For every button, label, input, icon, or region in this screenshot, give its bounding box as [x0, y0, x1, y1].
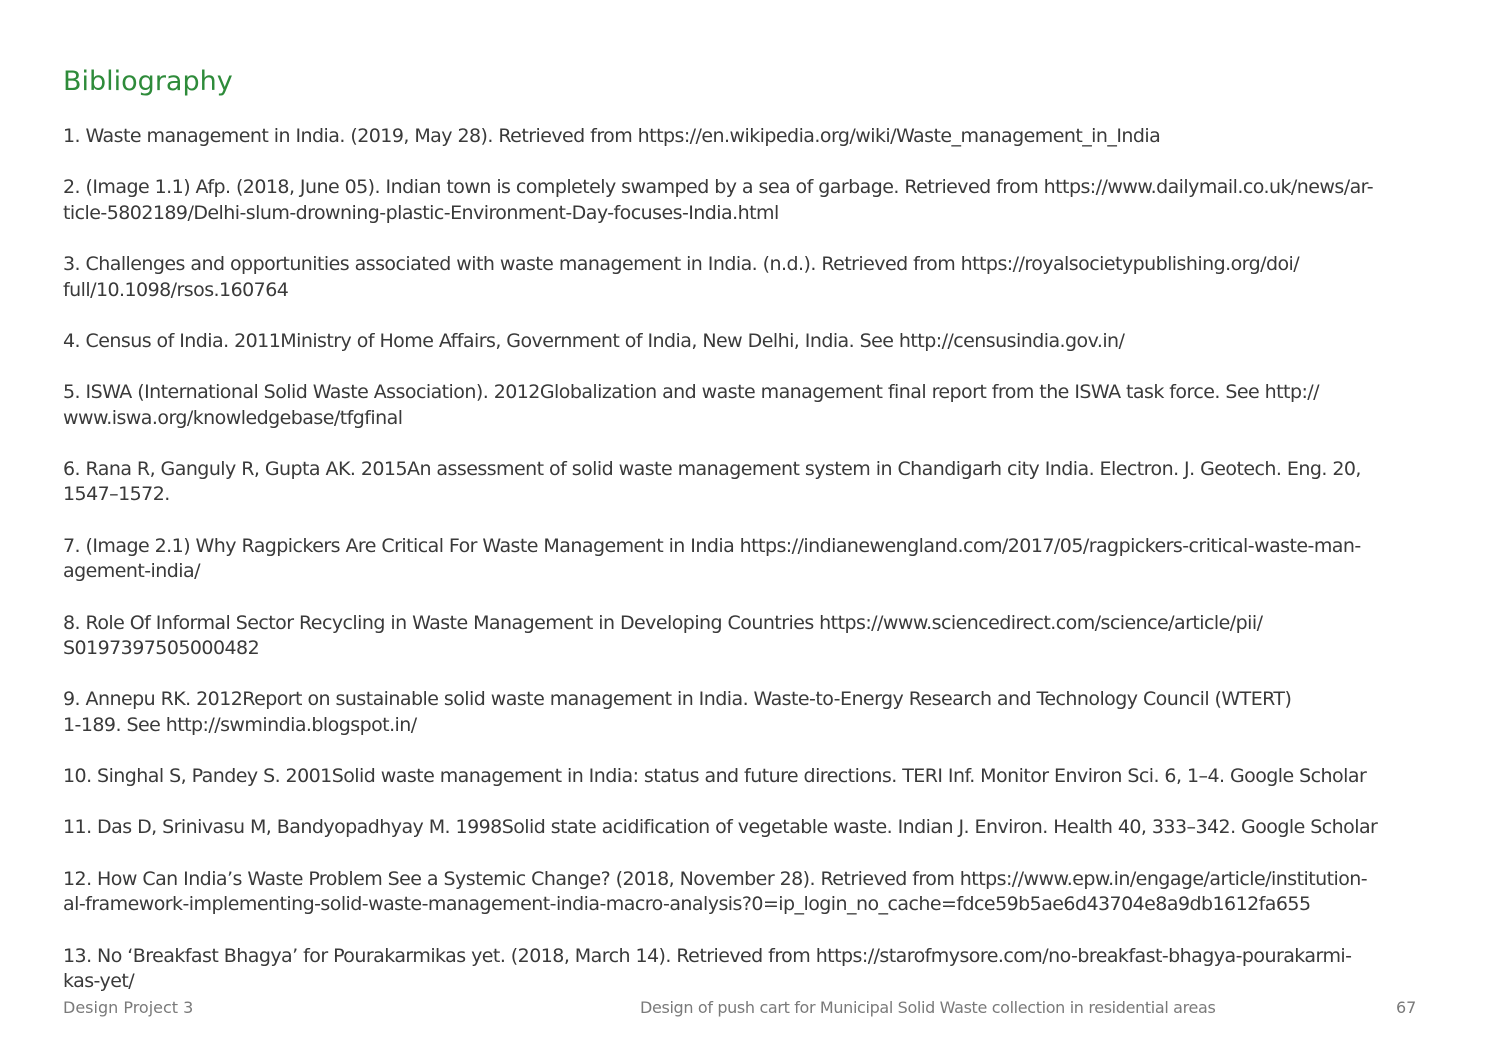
page-number: 67 [1396, 998, 1417, 1017]
page-footer [0, 998, 1500, 1020]
reference-item: 2. (Image 1.1) Afp. (2018, June 05). Indian town is completely swamped by a sea of garbage. Retrieved from https://www.dailymail.co.uk/news/ar- ticle-5802189/Delhi-slum-drowning-plastic-Environment-Day-focuses-India.html [63, 176, 1374, 224]
page-title: Bibliography [63, 66, 233, 97]
reference-item: 4. Census of India. 2011Ministry of Home Affairs, Government of India, New Delhi, India. See http://censusindia.gov.in/ [63, 329, 1125, 352]
reference-item: 7. (Image 2.1) Why Ragpickers Are Critical For Waste Management in India https://indianewengland.com/2017/05/ragpickers-critical-waste-man- agement-india/ [63, 534, 1361, 583]
reference-item: 3. Challenges and opportunities associated with waste management in India. (n.d.). Retrieved from https://royalsocietypublishing.org/doi/ full/10.1098/rsos.160764 [63, 253, 1300, 301]
reference-item: 5. ISWA (International Solid Waste Association). 2012Globalization and waste management final report from the ISWA task force. See http:// www.iswa.org/knowledgebase/tfgfinal [63, 381, 1320, 429]
reference-item: 6. Rana R, Ganguly R, Gupta AK. 2015An assessment of solid waste management system in Chandigarh city India. Electron. J. Geotech. Eng. 20, 1547–1572. [63, 457, 1361, 506]
reference-item: 12. How Can India’s Waste Problem See a Systemic Change? (2018, November 28). Retrieved from https://www.epw.in/engage/article/institution- al-framework-implementing-solid-waste-management-india-macro-analysis?0=ip_login_no_cache=fdce59b5ae6d43704e8a9db1612fa655 [63, 867, 1368, 916]
reference-item: 1. Waste management in India. (2019, May 28). Retrieved from https://en.wikipedia.org/wiki/Waste_management_in_India [63, 125, 1161, 147]
reference-item: 13. No ‘Breakfast Bhagya’ for Pourakarmikas yet. (2018, March 14). Retrieved from https://starofmysore.com/no-breakfast-bhagya-pourakarmi- kas-yet/ [63, 944, 1352, 993]
reference-item: 9. Annepu RK. 2012Report on sustainable solid waste management in India. Waste-to-Energy Research and Technology Council (WTERT) 1-189. See http://swmindia.blogspot.in/ [63, 688, 1292, 736]
reference-item: 10. Singhal S, Pandey S. 2001Solid waste management in India: status and future directions. TERI Inf. Monitor Environ Sci. 6, 1–4. Google Scholar [63, 765, 1367, 788]
bibliography-list [63, 124, 1441, 995]
reference-item: 11. Das D, Srinivasu M, Bandyopadhyay M. 1998Solid state acidification of vegetable waste. Indian J. Environ. Health 40, 333–342. Google Scholar [63, 816, 1378, 839]
reference-item: 8. Role Of Informal Sector Recycling in Waste Management in Developing Countries https://www.sciencedirect.com/science/article/pii/ S0197397505000482 [63, 611, 1263, 660]
footer-project-name: Design Project 3 [63, 998, 194, 1017]
footer-document-title: Design of push cart for Municipal Solid Waste collection in residential areas [640, 998, 1216, 1017]
